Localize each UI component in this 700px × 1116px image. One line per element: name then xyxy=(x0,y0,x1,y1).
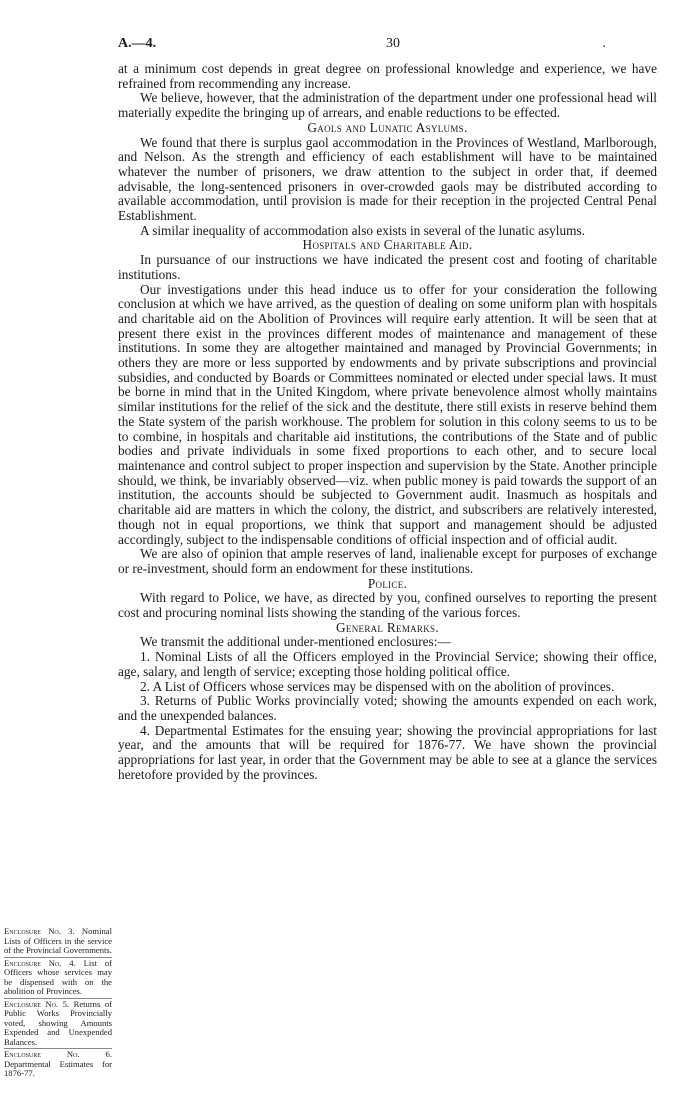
paragraph: In pursuance of our instructions we have indicated the present cost and footing of charitable institutions. xyxy=(118,252,657,282)
body-text xyxy=(118,62,657,782)
paragraph: We transmit the additional under-mentioned enclosures:— xyxy=(140,634,451,650)
paragraph: With regard to Police, we have, as directed by you, confined ourselves to reporting the present cost and procuring nominal lists showing the standing of the various forces. xyxy=(118,590,657,621)
margin-note-text: Departmental Estimates for 1876-77. xyxy=(4,1058,112,1078)
enclosure-item: 4. Departmental Estimates for the ensuing year; showing the provincial appropriations for last year, and the amounts that will be required for 1876-77. We have shown the provincial appropriations for last year, in order that the Government may be able to see at a glance the services heretofore provided by the provinces. xyxy=(118,722,657,782)
section-reference: A.—4. xyxy=(118,36,157,51)
header-mark: . xyxy=(602,36,606,51)
margin-note xyxy=(4,1048,112,1079)
section-heading-general-remarks: General Remarks. xyxy=(336,619,439,635)
margin-note-enclosure: Enclosure No. 4. xyxy=(4,957,76,968)
margin-notes xyxy=(4,927,112,1079)
page-header xyxy=(118,36,606,56)
section-heading-police: Police. xyxy=(367,575,408,591)
paragraph: Our investigations under this head induce us to offer for your consideration the following conclusion at which we have arrived, as the question of dealing on some uniform plan with hospitals and charitable aid on the Abolition of Provinces will require early attention. It will be seen that at present there exist in the provinces different modes of maintenance and management of these institutions. In some they are altogether maintained and managed by Provincial Governments; in others they are more or less supported by endowments and by private subscriptions and provincial subsidies, and conducted by Boards or Committees nominated or elected under special laws. It must be borne in mind that in the United Kingdom, where private benevolence almost wholly maintains similar institutions for the relief of the sick and the destitute, there still exists in reserve behind them the State system of the parish workhouse. The problem for solution in this colony seems to us to be to combine, in hospitals and charitable aid institutions, the contributions of the State and of public bodies and private individuals in some fixed proportions to each other, and to secure local maintenance and control subject to proper inspection and supervision by the State. Another principle should, we think, be invariably observed—viz. when public money is paid towards the support of an institution, the accounts should be subjected to Government audit. Inasmuch as hospitals and charitable aid are matters in which the colony, the district, and subscribers are relatively interested, though not in equal proportions, we think that support and management should be adjusted accordingly, subject to the indispensable conditions of official inspection and of official audit. xyxy=(118,281,657,547)
margin-note-text: Nominal Lists of Officers in the service of the Provincial Governments. xyxy=(4,926,112,955)
paragraph: We believe, however, that the administration of the department under one professional head will materially expedite the bringing up of arrears, and enable reductions to be effected. xyxy=(118,90,657,121)
page-number: 30 xyxy=(386,36,400,51)
section-heading-gaols: Gaols and Lunatic Asylums. xyxy=(307,119,468,135)
enclosure-item: 2. A List of Officers whose services may be dispensed with on the abolition of provinces. xyxy=(140,678,615,694)
paragraph: We are also of opinion that ample reserves of land, inalienable except for purposes of exchange or re-investment, should form an endowment for these institutions. xyxy=(118,546,657,576)
margin-note-text: Returns of Public Works Provincially voted, showing Amounts Expended and Unexpended Balances. xyxy=(4,998,112,1047)
margin-note xyxy=(4,957,112,997)
margin-note-enclosure: Enclosure No. 3. xyxy=(4,926,75,936)
margin-note-enclosure: Enclosure No. 5. xyxy=(4,998,70,1009)
margin-note xyxy=(4,927,112,956)
enclosure-item: 3. Returns of Public Works provincially voted; showing the amounts expended on each work, and the unexpended balances. xyxy=(118,693,657,723)
paragraph: A similar inequality of accommodation also exists in several of the lunatic asylums. xyxy=(140,222,585,238)
margin-note xyxy=(4,998,112,1048)
margin-note-text: List of Officers whose services may be dispensed with on the abolition of Provinces. xyxy=(4,957,112,996)
paragraph: We found that there is surplus gaol accommodation in the Provinces of Westland, Marlborough, and Nelson. As the strength and efficiency of each establishment will have to be maintained whatever the number of prisoners, we draw attention to the subject in order that, if deemed advisable, the long-sentenced prisoners in over-crowded gaols may be distributed according to available accommodation, until provision is made for their reception in the projected Central Penal Establishment. xyxy=(118,134,657,224)
enclosure-item: 1. Nominal Lists of all the Officers employed in the Provincial Service; showing their office, age, salary, and length of service; excepting those holding political office. xyxy=(118,649,657,679)
section-heading-hospitals: Hospitals and Charitable Aid. xyxy=(302,237,473,253)
paragraph: at a minimum cost depends in great degree on professional knowledge and experience, we have refrained from recommending any increase. xyxy=(118,61,657,91)
margin-note-enclosure: Enclosure No. 6. xyxy=(4,1049,112,1059)
